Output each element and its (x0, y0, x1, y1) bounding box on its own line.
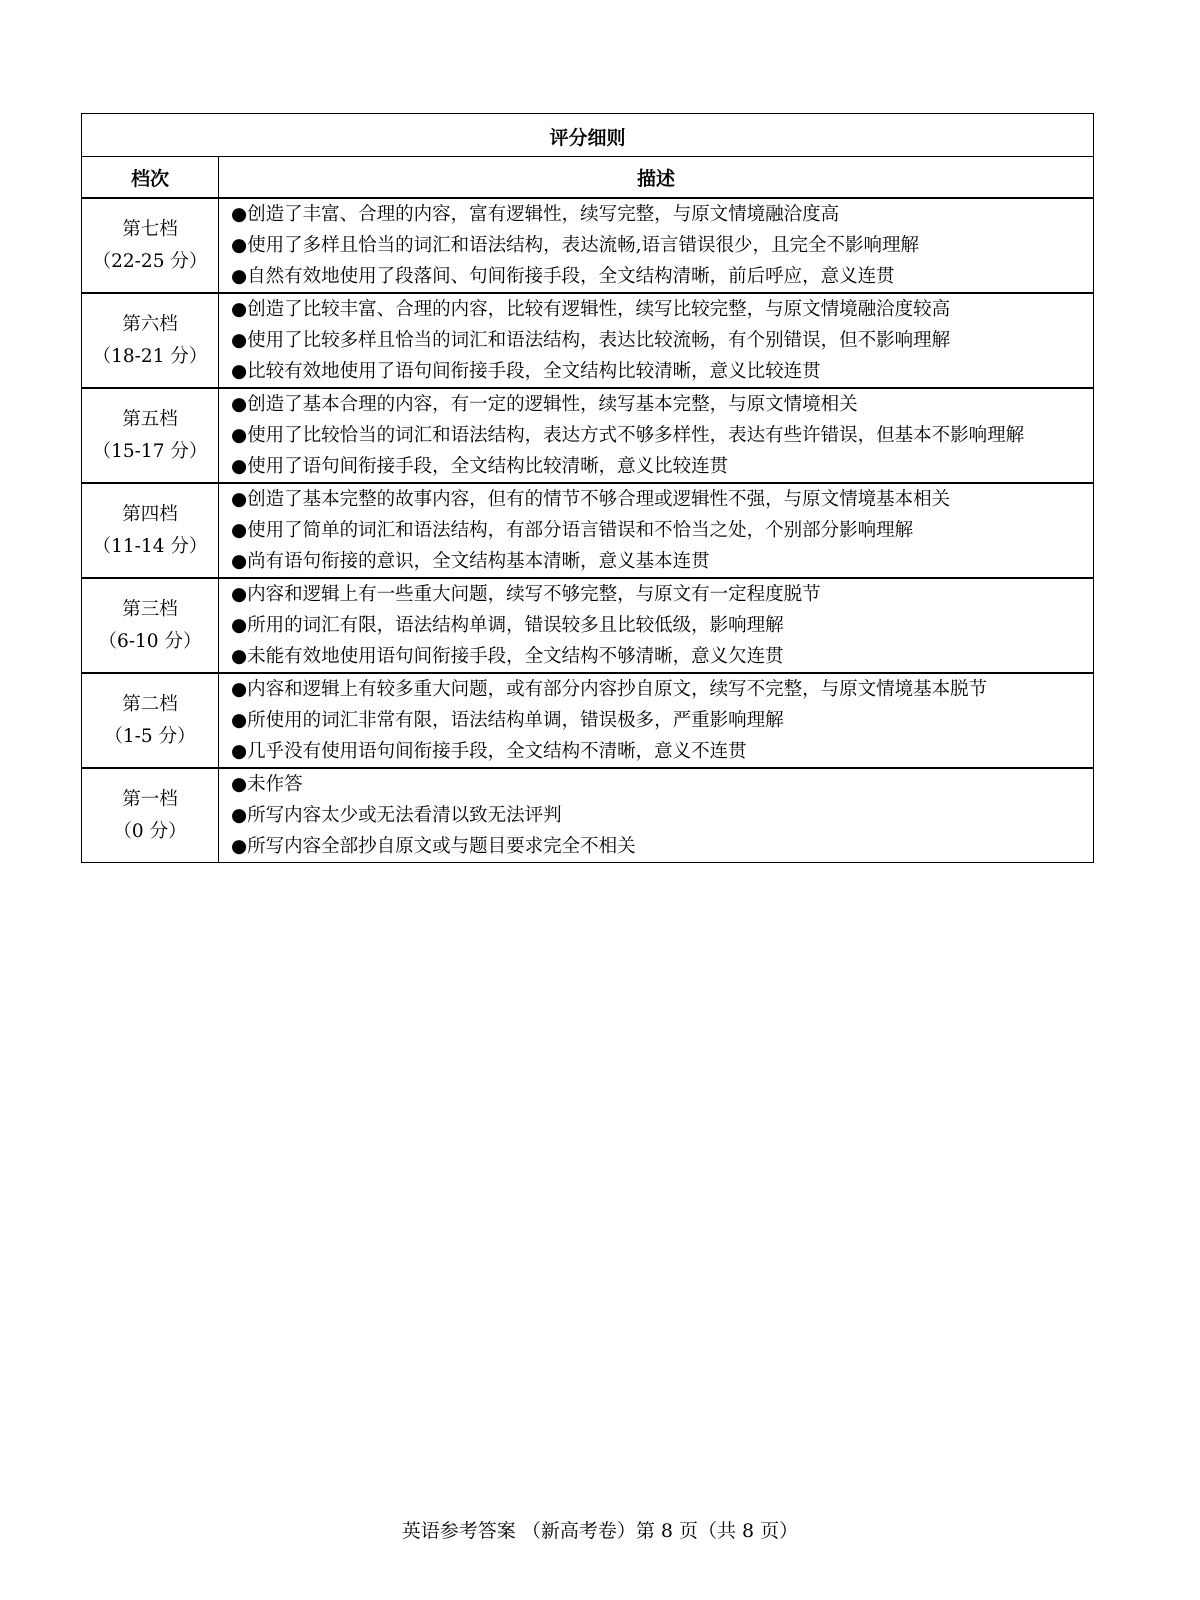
table-title-row (82, 114, 1094, 157)
level-score: （15-17 分） (92, 440, 208, 462)
description-cell (219, 578, 1094, 673)
level-score: （22-25 分） (92, 250, 208, 272)
criterion-item: ●尚有语句衔接的意识，全文结构基本清晰，意义基本连贯 (231, 551, 710, 572)
level-score: （6-10 分） (98, 630, 202, 652)
level-name: 第二档 (122, 693, 178, 715)
level-score: （1-5 分） (104, 725, 196, 747)
level-cell (82, 768, 219, 863)
criterion-item: ●比较有效地使用了语句间衔接手段，全文结构比较清晰，意义比较连贯 (231, 361, 821, 382)
criterion-item: ●使用了多样且恰当的词汇和语法结构，表达流畅,语言错误很少，且完全不影响理解 (231, 235, 920, 256)
criterion-item: ●未能有效地使用语句间衔接手段，全文结构不够清晰，意义欠连贯 (231, 646, 784, 667)
criterion-item: ●自然有效地使用了段落间、句间衔接手段，全文结构清晰，前后呼应，意义连贯 (231, 266, 895, 287)
table-row (82, 768, 1094, 863)
level-name: 第五档 (122, 408, 178, 430)
level-score: （11-14 分） (92, 535, 208, 557)
level-cell (82, 388, 219, 483)
description-cell (219, 768, 1094, 863)
scoring-rubric-table (81, 113, 1094, 863)
criterion-item: ●所写内容太少或无法看清以致无法评判 (231, 805, 562, 826)
page-footer: 英语参考答案 （新高考卷）第 8 页（共 8 页） (401, 1520, 799, 1542)
level-name: 第七档 (122, 218, 178, 240)
table-title: 评分细则 (82, 114, 1094, 157)
table-row (82, 673, 1094, 768)
table-row (82, 578, 1094, 673)
description-cell (219, 483, 1094, 578)
criterion-item: ●所写内容全部抄自原文或与题目要求完全不相关 (231, 836, 636, 857)
criterion-item: ●所使用的词汇非常有限，语法结构单调，错误极多，严重影响理解 (231, 710, 784, 731)
level-name: 第六档 (122, 313, 178, 335)
criterion-item: ●使用了简单的词汇和语法结构，有部分语言错误和不恰当之处，个别部分影响理解 (231, 520, 914, 541)
description-cell (219, 673, 1094, 768)
header-level: 档次 (82, 157, 219, 199)
level-cell (82, 293, 219, 388)
table-row (82, 198, 1094, 293)
level-name: 第四档 (122, 503, 178, 525)
criterion-item: ●使用了比较多样且恰当的词汇和语法结构，表达比较流畅，有个别错误，但不影响理解 (231, 330, 951, 351)
level-cell (82, 483, 219, 578)
table-row (82, 483, 1094, 578)
header-description: 描述 (219, 157, 1094, 199)
criterion-item: ●所用的词汇有限，语法结构单调，错误较多且比较低级，影响理解 (231, 615, 784, 636)
level-cell (82, 673, 219, 768)
description-cell (219, 388, 1094, 483)
criterion-item: ●内容和逻辑上有一些重大问题，续写不够完整，与原文有一定程度脱节 (231, 584, 821, 605)
table-row (82, 388, 1094, 483)
description-cell (219, 198, 1094, 293)
table-row (82, 293, 1094, 388)
criterion-item: ●创造了基本合理的内容，有一定的逻辑性，续写基本完整，与原文情境相关 (231, 394, 858, 415)
criterion-item: ●内容和逻辑上有较多重大问题，或有部分内容抄自原文，续写不完整，与原文情境基本脱节 (231, 679, 988, 700)
criterion-item: ●创造了比较丰富、合理的内容，比较有逻辑性，续写比较完整，与原文情境融洽度较高 (231, 299, 951, 320)
level-score: （0 分） (113, 820, 187, 842)
criterion-item: ●使用了语句间衔接手段，全文结构比较清晰，意义比较连贯 (231, 456, 729, 477)
criterion-item: ●创造了基本完整的故事内容，但有的情节不够合理或逻辑性不强，与原文情境基本相关 (231, 489, 951, 510)
level-score: （18-21 分） (92, 345, 208, 367)
level-cell (82, 578, 219, 673)
criterion-item: ●使用了比较恰当的词汇和语法结构，表达方式不够多样性，表达有些许错误，但基本不影响理解 (231, 425, 1025, 446)
criterion-item: ●创造了丰富、合理的内容，富有逻辑性，续写完整，与原文情境融洽度高 (231, 204, 840, 225)
level-name: 第三档 (122, 598, 178, 620)
criterion-item: ●未作答 (231, 774, 303, 795)
criterion-item: ●几乎没有使用语句间衔接手段，全文结构不清晰，意义不连贯 (231, 741, 747, 762)
level-name: 第一档 (122, 788, 178, 810)
table-header-row (82, 157, 1094, 199)
description-cell (219, 293, 1094, 388)
level-cell (82, 198, 219, 293)
